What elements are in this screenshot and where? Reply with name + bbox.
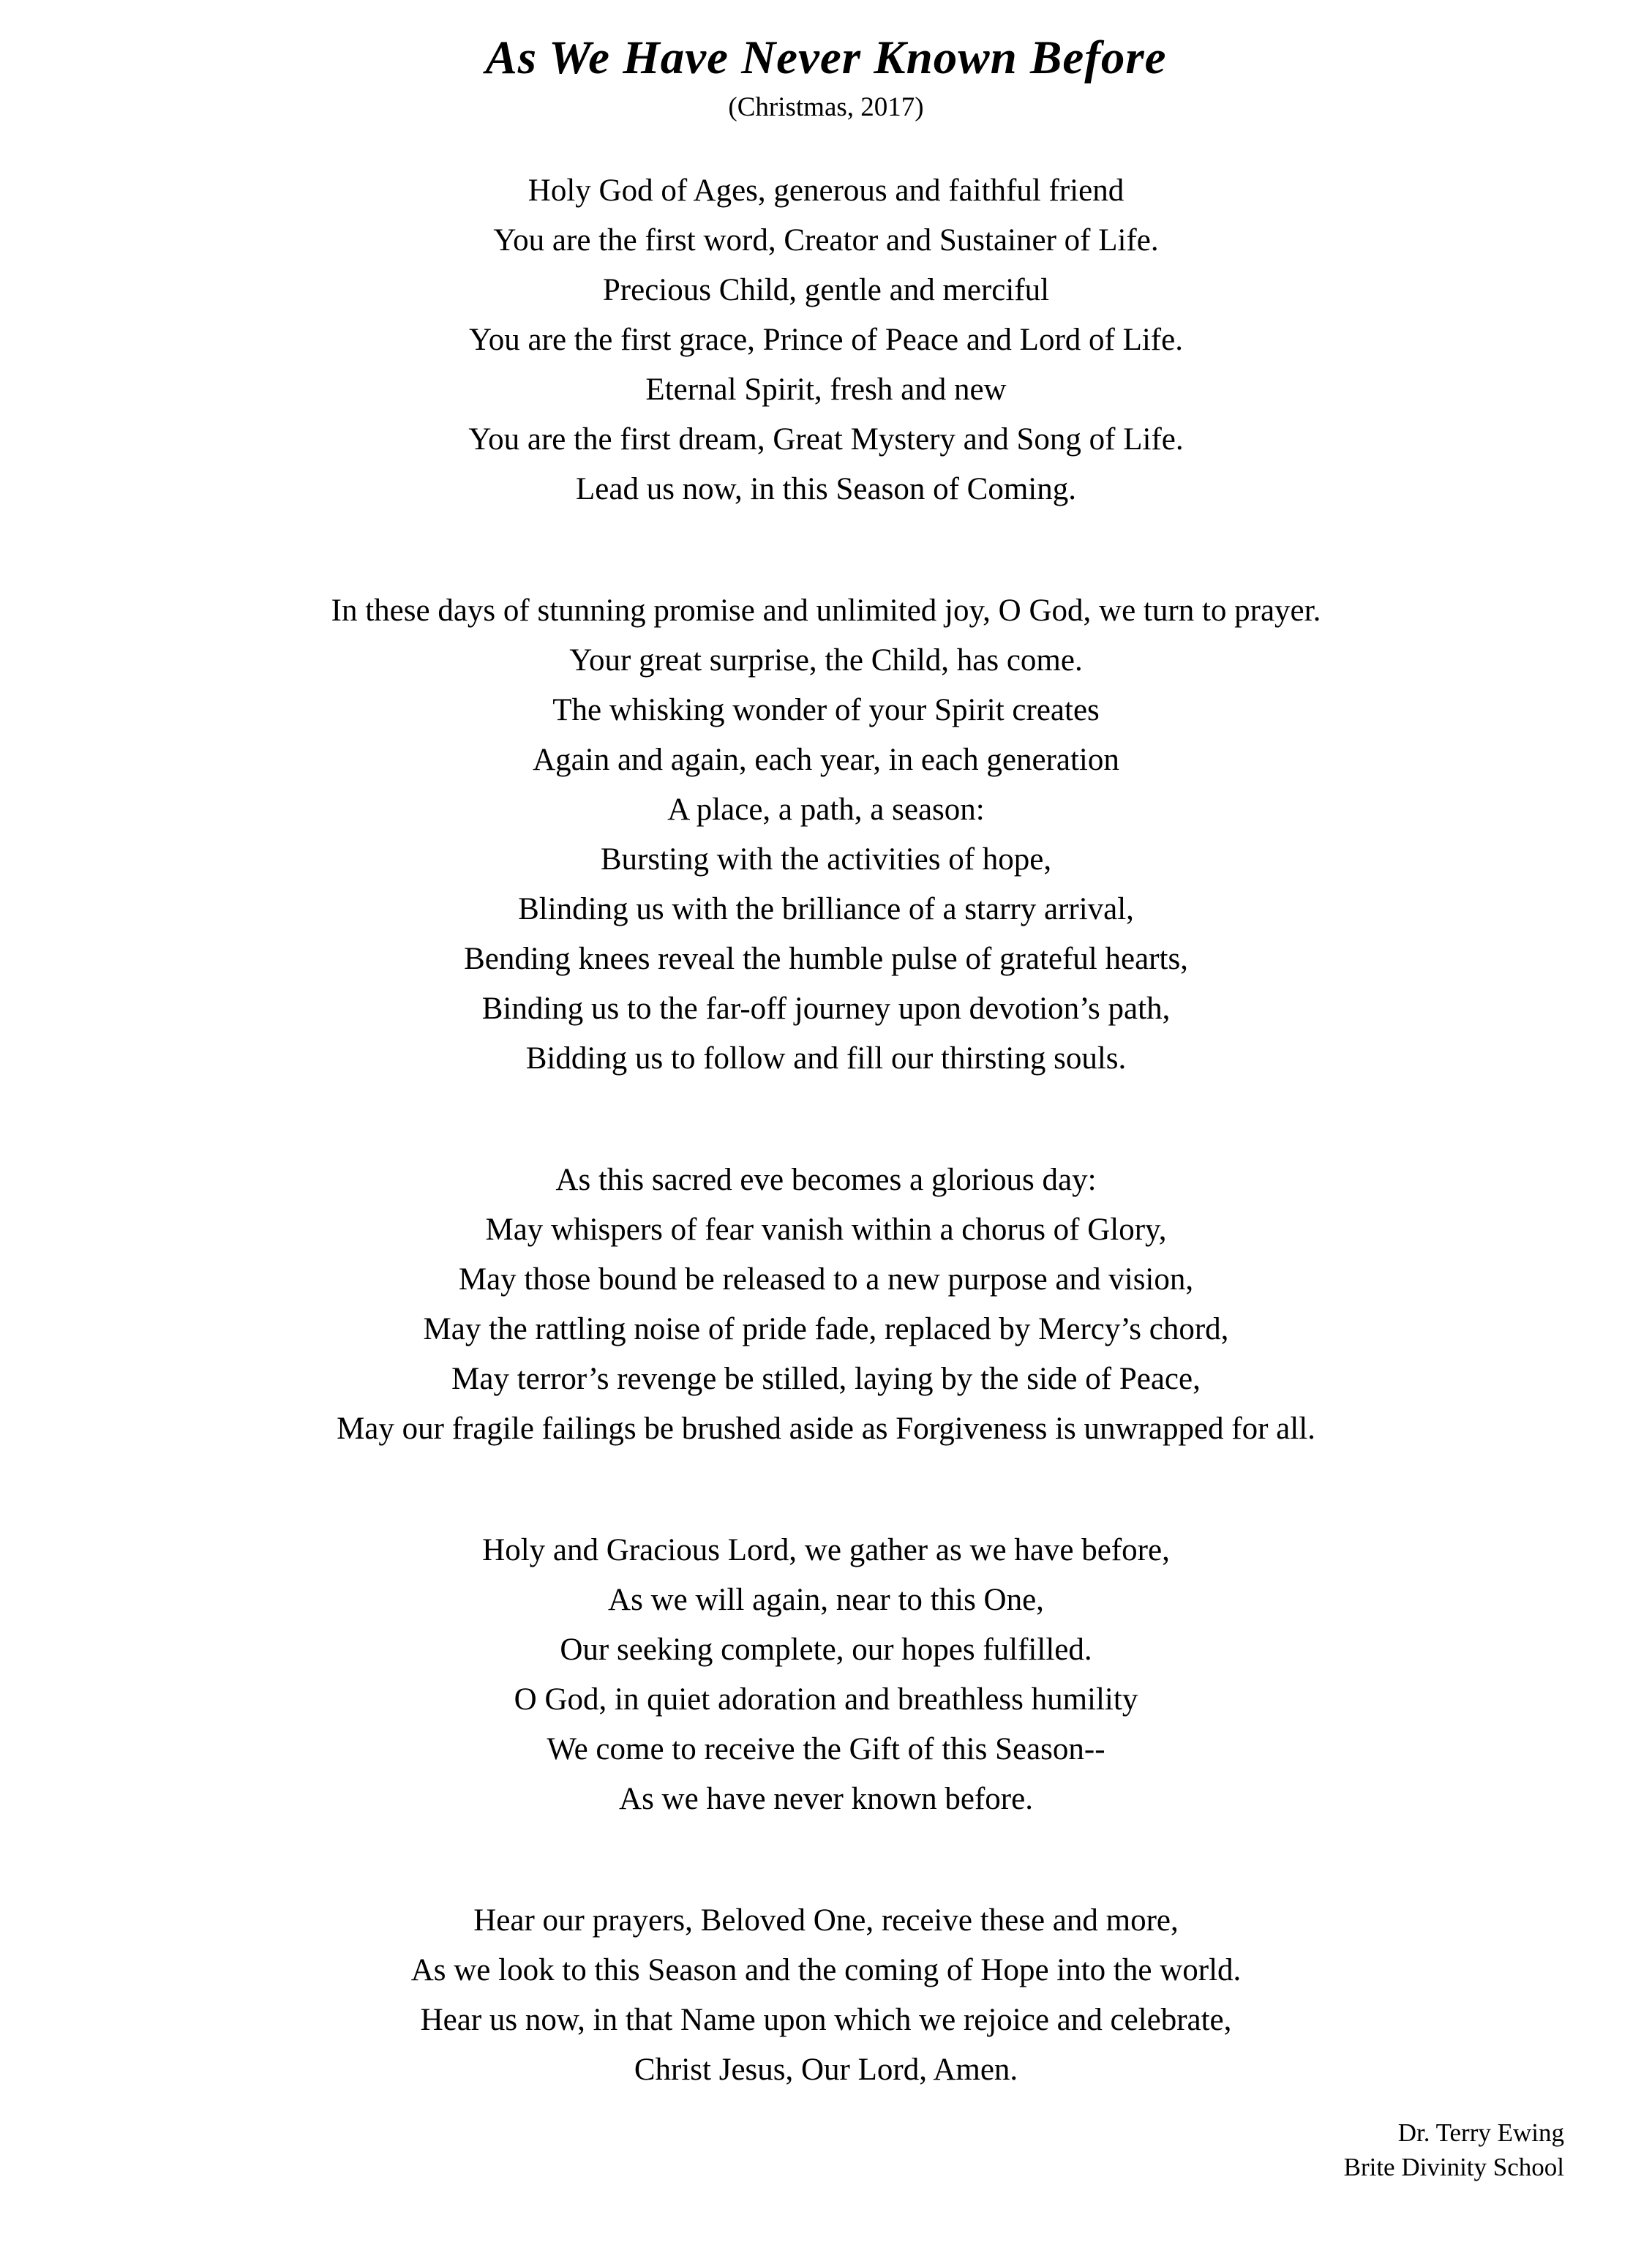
poem-line: Again and again, each year, in each generation xyxy=(533,743,1119,778)
poem-line: Christ Jesus, Our Lord, Amen. xyxy=(634,2053,1018,2088)
poem-line: As we look to this Season and the coming of Hope into the world. xyxy=(410,1953,1242,1988)
poem-line: Eternal Spirit, fresh and new xyxy=(645,372,1007,408)
poem-title: As We Have Never Known Before xyxy=(485,31,1167,84)
poem-line: Our seeking complete, our hopes fulfilled. xyxy=(560,1633,1092,1668)
poem-line: Hear our prayers, Beloved One, receive these and more, xyxy=(473,1903,1179,1938)
poem-line: Bursting with the activities of hope, xyxy=(600,842,1052,877)
poem-line: Holy and Gracious Lord, we gather as we have before, xyxy=(482,1533,1170,1568)
poem-line: A place, a path, a season: xyxy=(667,792,985,828)
stanza-3 xyxy=(80,1155,1572,1454)
stanza-5 xyxy=(80,1896,1572,2095)
document-header xyxy=(80,31,1572,124)
poem-line: May whispers of fear vanish within a chorus of Glory, xyxy=(485,1213,1167,1248)
poem-line: As this sacred eve becomes a glorious day: xyxy=(555,1163,1097,1198)
signature-block xyxy=(80,2115,1572,2184)
poem-line: You are the first dream, Great Mystery and Song of Life. xyxy=(468,422,1184,457)
poem-line: May the rattling noise of pride fade, replaced by Mercy’s chord, xyxy=(423,1312,1229,1347)
poem-line: May terror’s revenge be stilled, laying by the side of Peace, xyxy=(451,1362,1201,1397)
stanza-1 xyxy=(80,166,1572,514)
poem-line: Binding us to the far-off journey upon devotion’s path, xyxy=(481,992,1171,1027)
poem-line: Bending knees reveal the humble pulse of grateful hearts, xyxy=(464,942,1188,977)
poem-subtitle: (Christmas, 2017) xyxy=(728,91,924,122)
signature-school: Brite Divinity School xyxy=(1343,2153,1564,2182)
poem-line: Precious Child, gentle and merciful xyxy=(602,273,1050,308)
poem-line: Bidding us to follow and fill our thirsting souls. xyxy=(525,1041,1127,1076)
poem-line: Blinding us with the brilliance of a starry arrival, xyxy=(518,892,1134,927)
stanza-4 xyxy=(80,1526,1572,1824)
poem-line: You are the first grace, Prince of Peace and Lord of Life. xyxy=(469,323,1183,358)
poem-line: As we will again, near to this One, xyxy=(608,1583,1044,1618)
poem-line: Lead us now, in this Season of Coming. xyxy=(576,472,1076,507)
stanza-2 xyxy=(80,586,1572,1084)
poem-line: Your great surprise, the Child, has come. xyxy=(569,643,1083,678)
poem-line: May our fragile failings be brushed aside as Forgiveness is unwrapped for all. xyxy=(337,1412,1315,1447)
poem-line: O God, in quiet adoration and breathless humility xyxy=(514,1682,1138,1717)
poem-line: Hear us now, in that Name upon which we rejoice and celebrate, xyxy=(420,2003,1232,2038)
poem-line: May those bound be released to a new purpose and vision, xyxy=(458,1262,1194,1297)
signature-name: Dr. Terry Ewing xyxy=(1397,2118,1564,2148)
poem-line: Holy God of Ages, generous and faithful friend xyxy=(527,173,1125,209)
poem-line: You are the first word, Creator and Sustainer of Life. xyxy=(493,223,1159,258)
poem-line: We come to receive the Gift of this Season-- xyxy=(547,1732,1105,1767)
poem-line: In these days of stunning promise and unlimited joy, O God, we turn to prayer. xyxy=(331,593,1321,629)
poem-line: As we have never known before. xyxy=(619,1782,1033,1817)
poem-line: The whisking wonder of your Spirit creates xyxy=(552,693,1100,728)
